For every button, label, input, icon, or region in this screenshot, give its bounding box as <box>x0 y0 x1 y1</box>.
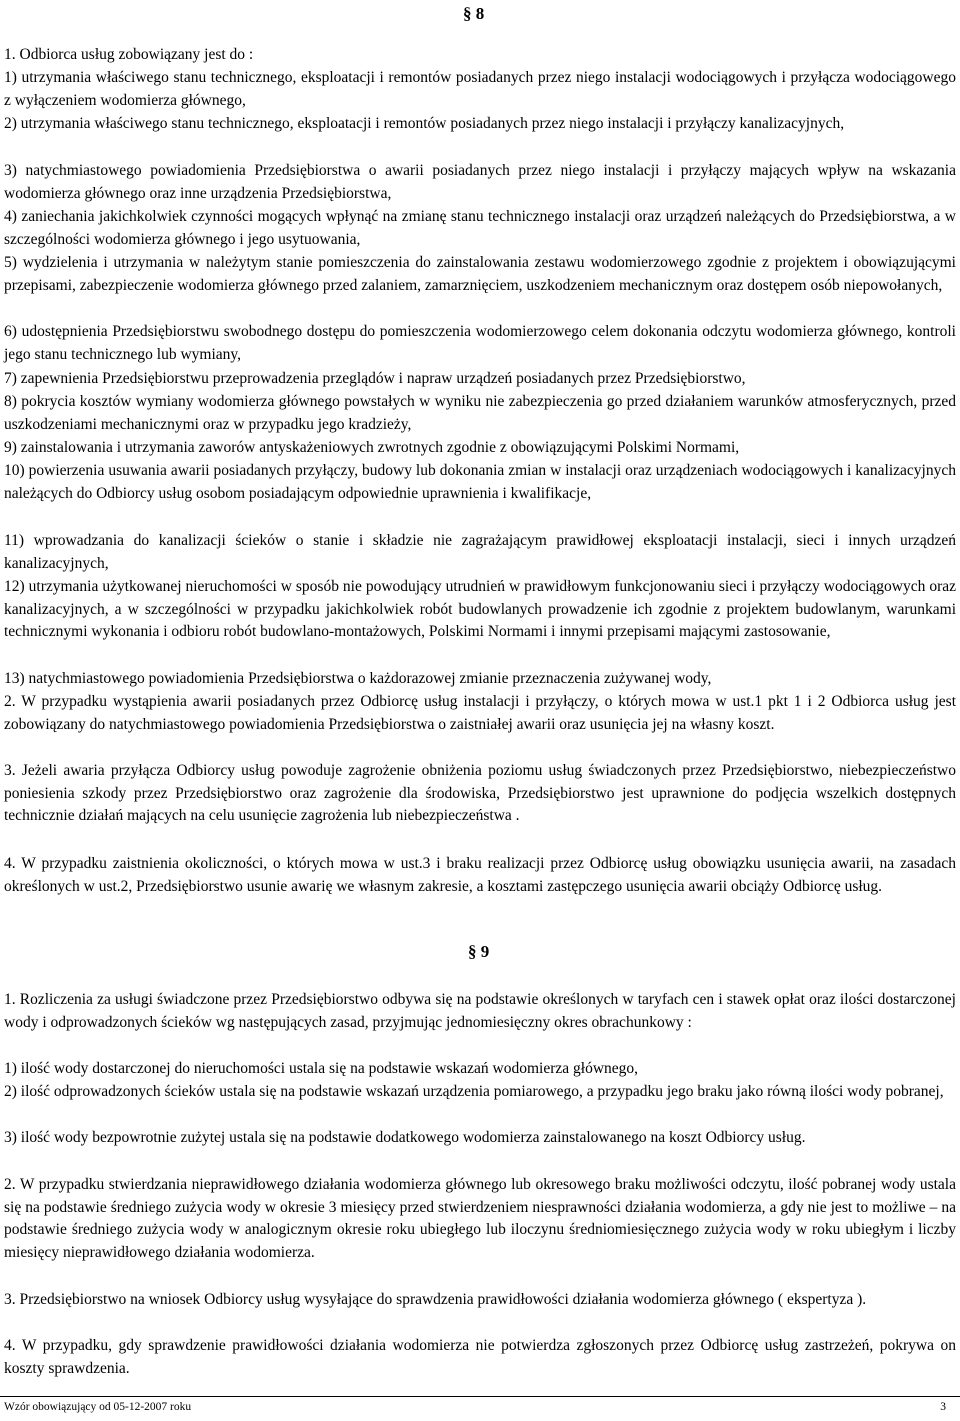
sec9-paragraph-1: 1. Rozliczenia za usługi świadczone przez Przedsiębiorstwo odbywa się na podstawie określonych w taryfach cen i stawek opłat oraz ilości dostarczonej wody i odprowadzonych ścieków wg następujących zasad, przyjmując jednomiesięczny okres obrachunkowy : <box>4 991 956 1031</box>
sec8-item-1: 1) utrzymania właściwego stanu technicznego, eksploatacji i remontów posiadanych przez niego instalacji wodociągowych i przyłącza wodociągowego z wyłączeniem wodomierza głównego, <box>4 69 956 109</box>
sec9-paragraph-4: 4. W przypadku, gdy sprawdzenie prawidłowości działania wodomierza nie potwierdza zgłoszonych przez Odbiorcę usług zastrzeżeń, pokrywa on koszty sprawdzenia. <box>4 1337 956 1377</box>
footer-divider <box>0 1396 960 1397</box>
sec8-paragraph-3: 3. Jeżeli awaria przyłącza Odbiorcy usług powoduje zagrożenie obniżenia poziomu usług świadczonych przez Przedsiębiorstwo, niebezpieczeństwo poniesienia szkody przez Przedsiębiorstwo oraz zagrożenie dla środowiska, Przedsiębiorstwo jest uprawnione do podjęcia wszelkich dostępnych technicznie działań mających na celu usunięcie zagrożenia lub niebezpieczeństwa . <box>4 762 956 824</box>
sec8-item-2: 2) utrzymania właściwego stanu technicznego, eksploatacji i remontów posiadanych przez niego instalacji i przyłączy kanalizacyjnych, <box>4 115 845 132</box>
page-number: 3 <box>940 1401 946 1413</box>
sec8-item-10: 10) powierzenia usuwania awarii posiadanych przyłączy, budowy lub dokonania zmian w instalacji oraz urządzeniach wodociągowych i kanalizacyjnych należących do Odbiorcy usług osobom posiadającym odpowiednie uprawnienia i kwalifikacje, <box>4 462 956 502</box>
sec8-paragraph-2: 2. W przypadku wystąpienia awarii posiadanych przez Odbiorcę usług instalacji i przyłączy, o których mowa w ust.1 pkt 1 i 2 Odbiorca usług jest zobowiązany do natychmiastowego powiadomienia Przedsiębiorstwa o zaistniałej awarii oraz usunięcia jej na własny koszt. <box>4 693 956 733</box>
section-9-heading: § 9 <box>468 942 490 961</box>
sec9-item-2: 2) ilość odprowadzonych ścieków ustala się na podstawie wskazań urządzenia pomiarowego, a przypadku jego braku jako równą ilości wody pobranej, <box>4 1083 944 1100</box>
sec8-item-4: 4) zaniechania jakichkolwiek czynności mogących wpłynąć na zmianę stanu technicznego instalacji oraz urządzeń należących do Przedsiębiorstwa, a w szczególności wodomierza głównego i jego usytuowania, <box>4 208 956 248</box>
sec9-item-1: 1) ilość wody dostarczonej do nieruchomości ustala się na podstawie wskazań wodomierza głównego, <box>4 1060 639 1077</box>
sec8-item-3: 3) natychmiastowego powiadomienia Przedsiębiorstwa o awarii posiadanych przez niego instalacji i przyłączy mających wpływ na wskazania wodomierza głównego oraz inne urządzenia Przedsiębiorstwa, <box>4 162 956 202</box>
section-8-heading: § 8 <box>463 4 485 23</box>
sec8-paragraph-4: 4. W przypadku zaistnienia okoliczności, o których mowa w ust.3 i braku realizacji przez Odbiorcę usług obowiązku usunięcia awarii, na zasadach określonych w ust.2, Przedsiębiorstwo usunie awarię we własnym zakresie, a kosztami zastępczego usunięcia awarii obciąży Odbiorcę usług. <box>4 855 956 895</box>
sec8-item-13: 13) natychmiastowego powiadomienia Przedsiębiorstwa o każdorazowej zmianie przeznaczenia zużywanej wody, <box>4 670 712 687</box>
sec9-paragraph-3: 3. Przedsiębiorstwo na wniosek Odbiorcy usług wysyłające do sprawdzenia prawidłowości działania wodomierza głównego ( ekspertyza ). <box>4 1291 867 1308</box>
sec8-paragraph-1: 1. Odbiorca usług zobowiązany jest do : <box>4 46 254 63</box>
sec8-item-12: 12) utrzymania użytkowanej nieruchomości w sposób nie powodujący utrudnień w prawidłowym funkcjonowaniu sieci i przyłączy wodociągowych oraz kanalizacyjnych, a w szczególności w przypadku jakichkolwiek robót budowlanych prowadzenie ich zgodnie z projektem budowlanym, warunkami technicznymi wykonania i odbioru robót budowlano-montażowych, Polskimi Normami i innymi przepisami mającymi zastosowanie, <box>4 578 956 640</box>
sec8-item-6: 6) udostępnienia Przedsiębiorstwu swobodnego dostępu do pomieszczenia wodomierzowego celem dokonania odczytu wodomierza głównego, kontroli jego stanu technicznego lub wymiany, <box>4 323 956 363</box>
sec8-item-5: 5) wydzielenia i utrzymania w należytym stanie pomieszczenia do zainstalowania zestawu wodomierzowego zgodnie z projektem i obowiązującymi przepisami, zabezpieczenie wodomierza głównego przed zalaniem, zamarznięciem, uszkodzeniem mechanicznym oraz dostępem osób niepowołanych, <box>4 254 956 294</box>
sec8-item-7: 7) zapewnienia Przedsiębiorstwu przeprowadzenia przeglądów i napraw urządzeń posiadanych przez Przedsiębiorstwo, <box>4 370 746 387</box>
sec9-paragraph-2: 2. W przypadku stwierdzania nieprawidłowego działania wodomierza głównego lub okresowego braku możliwości odczytu, ilość pobranej wody ustala się na podstawie średniego zużycia wody w okresie 3 miesięcy przed stwierdzeniem niesprawności działania wodomierza, a gdy nie jest to możliwe – na podstawie średniego zużycia wody w analogicznym okresie roku ubiegłego lub iloczynu średniomiesięcznego zużycia wody w roku ubiegłym i liczby miesięcy nieprawidłowego działania wodomierza. <box>4 1176 956 1261</box>
sec8-item-9: 9) zainstalowania i utrzymania zaworów antyskażeniowych zwrotnych zgodnie z obowiązującymi Polskimi Normami, <box>4 439 740 456</box>
sec9-item-3: 3) ilość wody bezpowrotnie zużytej ustala się na podstawie dodatkowego wodomierza zainstalowanego na koszt Odbiorcy usług. <box>4 1129 806 1146</box>
sec8-item-11: 11) wprowadzania do kanalizacji ścieków o stanie i składzie nie zagrażającym prawidłowej eksploatacji instalacji, sieci i innych urządzeń kanalizacyjnych, <box>4 532 956 572</box>
footer-version-note: Wzór obowiązujący od 05-12-2007 roku <box>4 1401 192 1413</box>
sec8-item-8: 8) pokrycia kosztów wymiany wodomierza głównego powstałych w wyniku nie zabezpieczenia go przed działaniem warunków atmosferycznych, przed uszkodzeniami mechanicznymi oraz w przypadku jego kradzieży, <box>4 393 956 433</box>
